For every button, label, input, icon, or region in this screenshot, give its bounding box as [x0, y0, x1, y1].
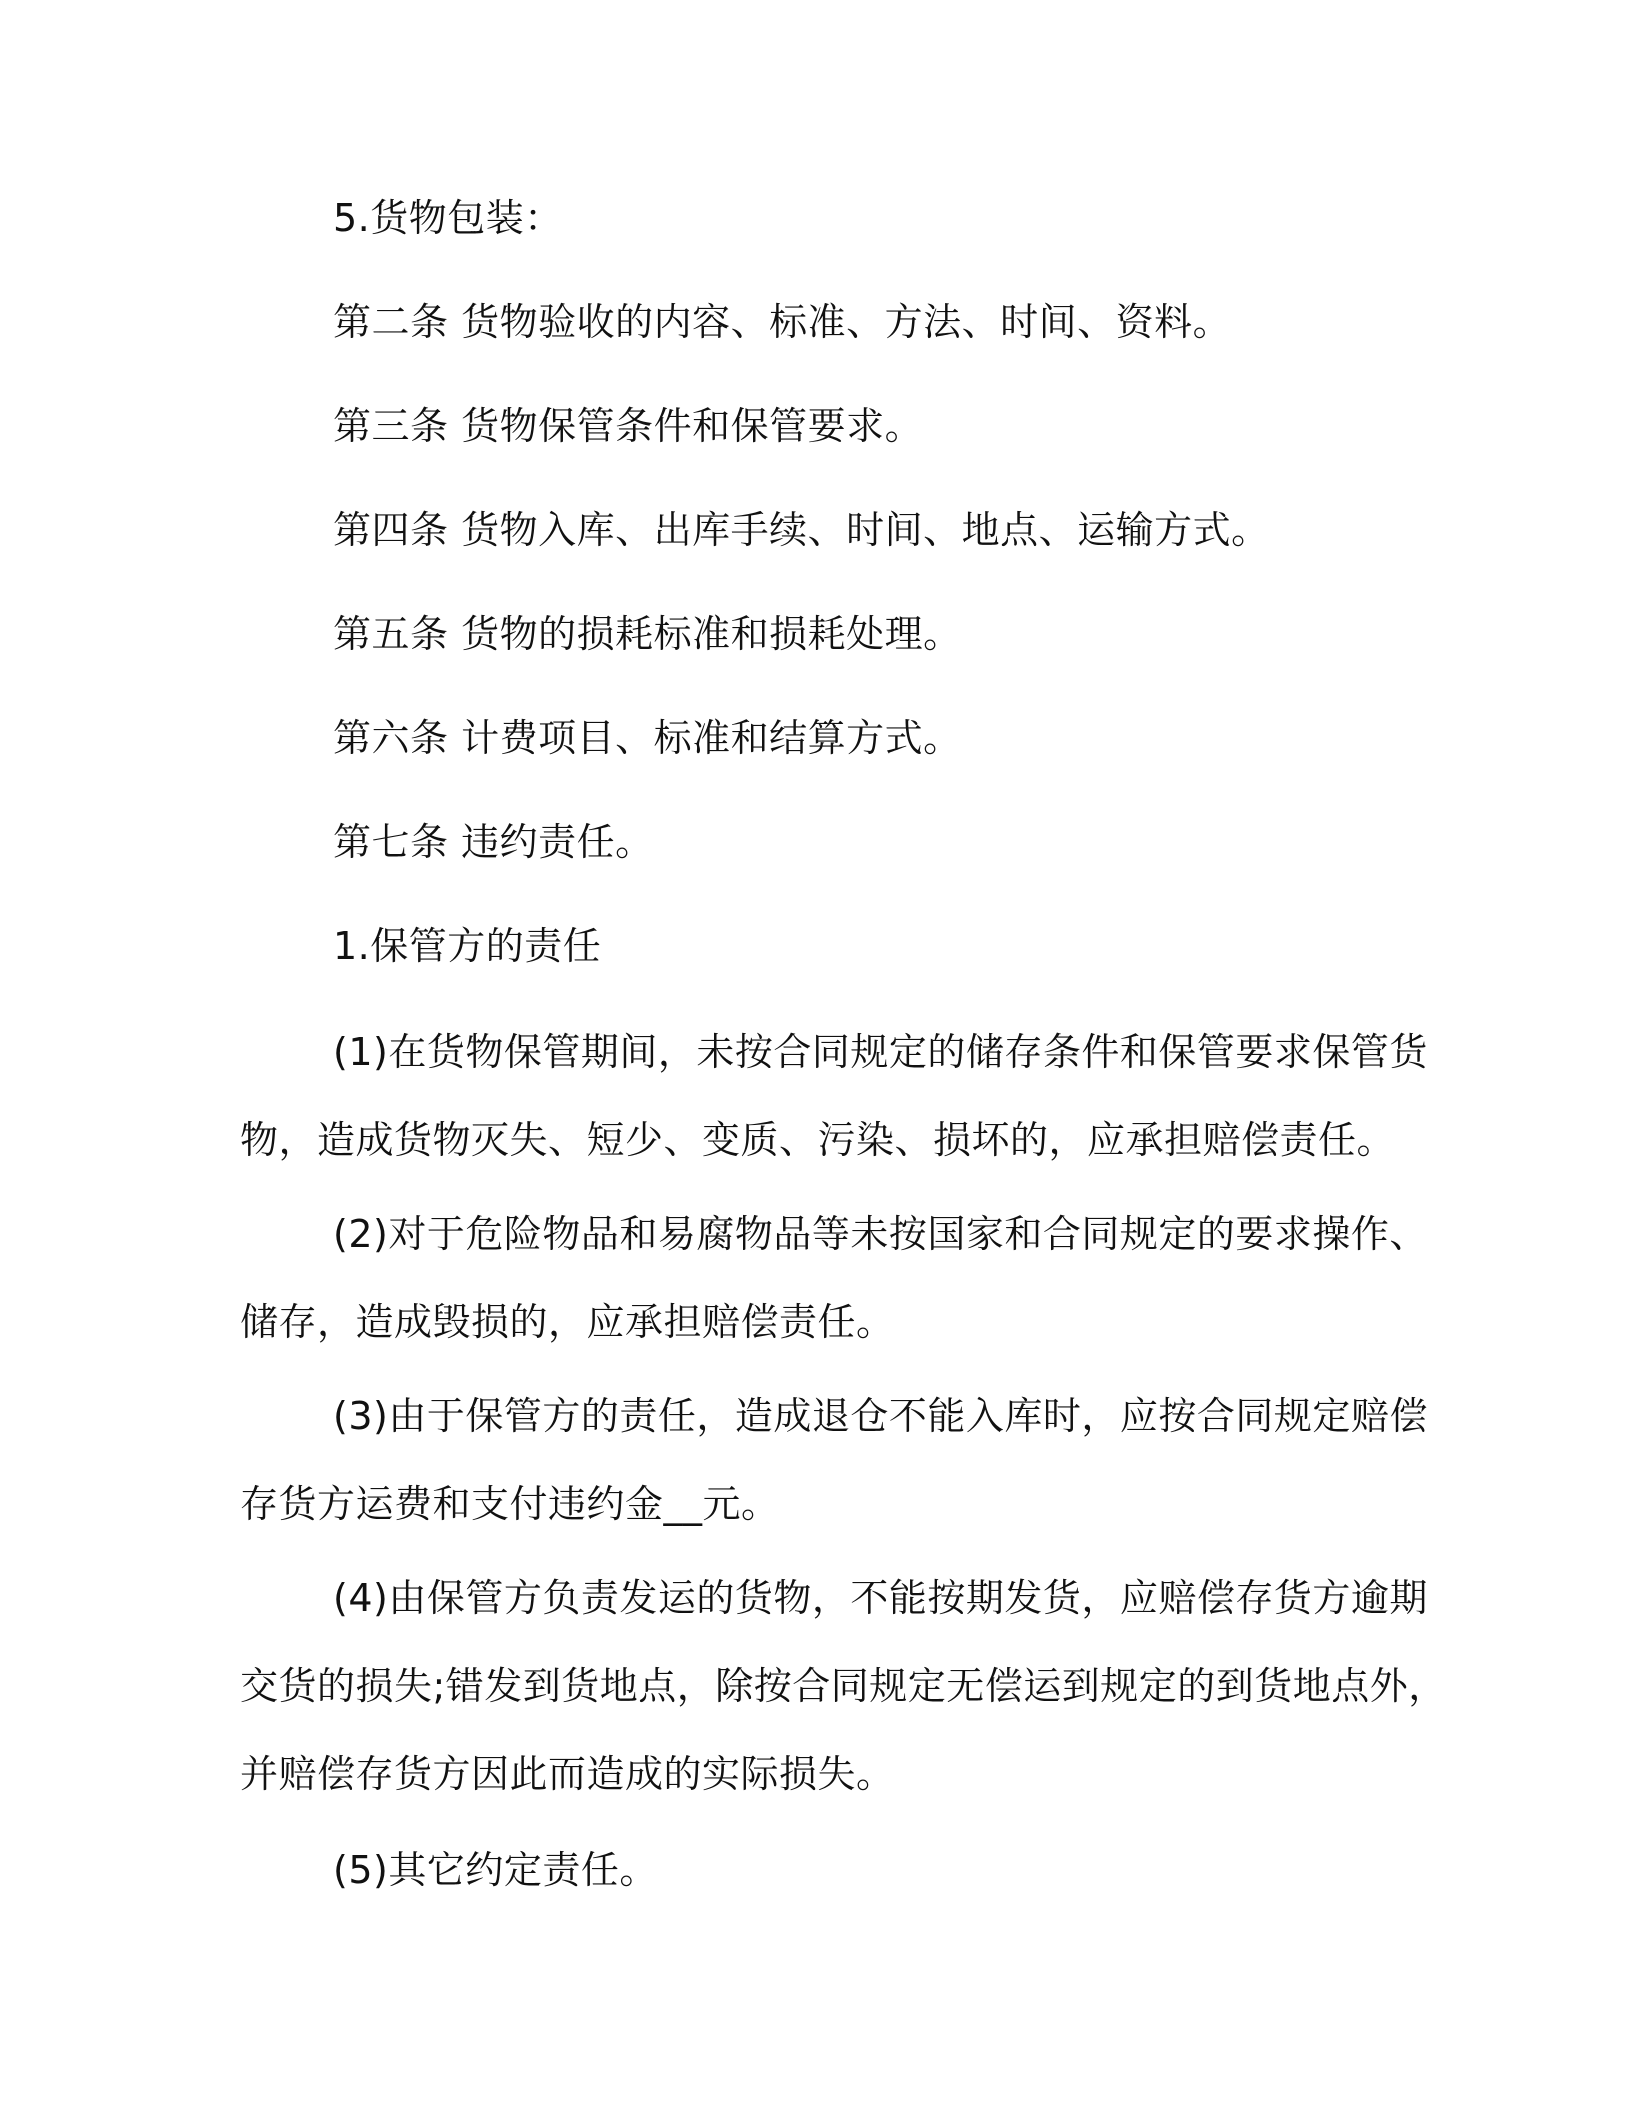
- clause-4-line-3: 并赔偿存货方因此而造成的实际损失。: [240, 1752, 895, 1796]
- item-packaging: 5.货物包装：: [333, 196, 563, 240]
- clause-3: [240, 1372, 1428, 1548]
- clause-2-line-2: 储存，造成毁损的，应承担赔偿责任。: [240, 1300, 895, 1344]
- article-three: 第三条 货物保管条件和保管要求。: [333, 404, 924, 448]
- clause-2-line-1: (2)对于危险物品和易腐物品等未按国家和合同规定的要求操作、: [333, 1212, 1428, 1256]
- clause-3-line-1: (3)由于保管方的责任，造成退仓不能入库时，应按合同规定赔偿: [333, 1394, 1428, 1438]
- clause-4-line-2: 交货的损失;错发到货地点，除按合同规定无偿运到规定的到货地点外，: [240, 1664, 1447, 1708]
- clause-2: [240, 1190, 1428, 1366]
- custodian-responsibility-heading: 1.保管方的责任: [333, 924, 602, 968]
- article-four: 第四条 货物入库、出库手续、时间、地点、运输方式。: [333, 508, 1270, 552]
- clause-1: [240, 1008, 1428, 1184]
- clause-1-line-1: (1)在货物保管期间，未按合同规定的储存条件和保管要求保管货: [333, 1030, 1428, 1074]
- article-two: 第二条 货物验收的内容、标准、方法、时间、资料。: [333, 300, 1232, 344]
- clause-4: [240, 1554, 1447, 1818]
- clause-1-line-2: 物，造成货物灭失、短少、变质、污染、损坏的，应承担赔偿责任。: [240, 1118, 1396, 1162]
- clause-4-line-1: (4)由保管方负责发运的货物，不能按期发货，应赔偿存货方逾期: [333, 1576, 1428, 1620]
- article-seven: 第七条 违约责任。: [333, 820, 654, 864]
- clause-5-line-1: (5)其它约定责任。: [333, 1848, 658, 1892]
- article-six: 第六条 计费项目、标准和结算方式。: [333, 716, 962, 760]
- clause-5: [240, 1826, 1400, 1914]
- article-five: 第五条 货物的损耗标准和损耗处理。: [333, 612, 962, 656]
- clause-3-line-2: 存货方运费和支付违约金__元。: [240, 1482, 780, 1526]
